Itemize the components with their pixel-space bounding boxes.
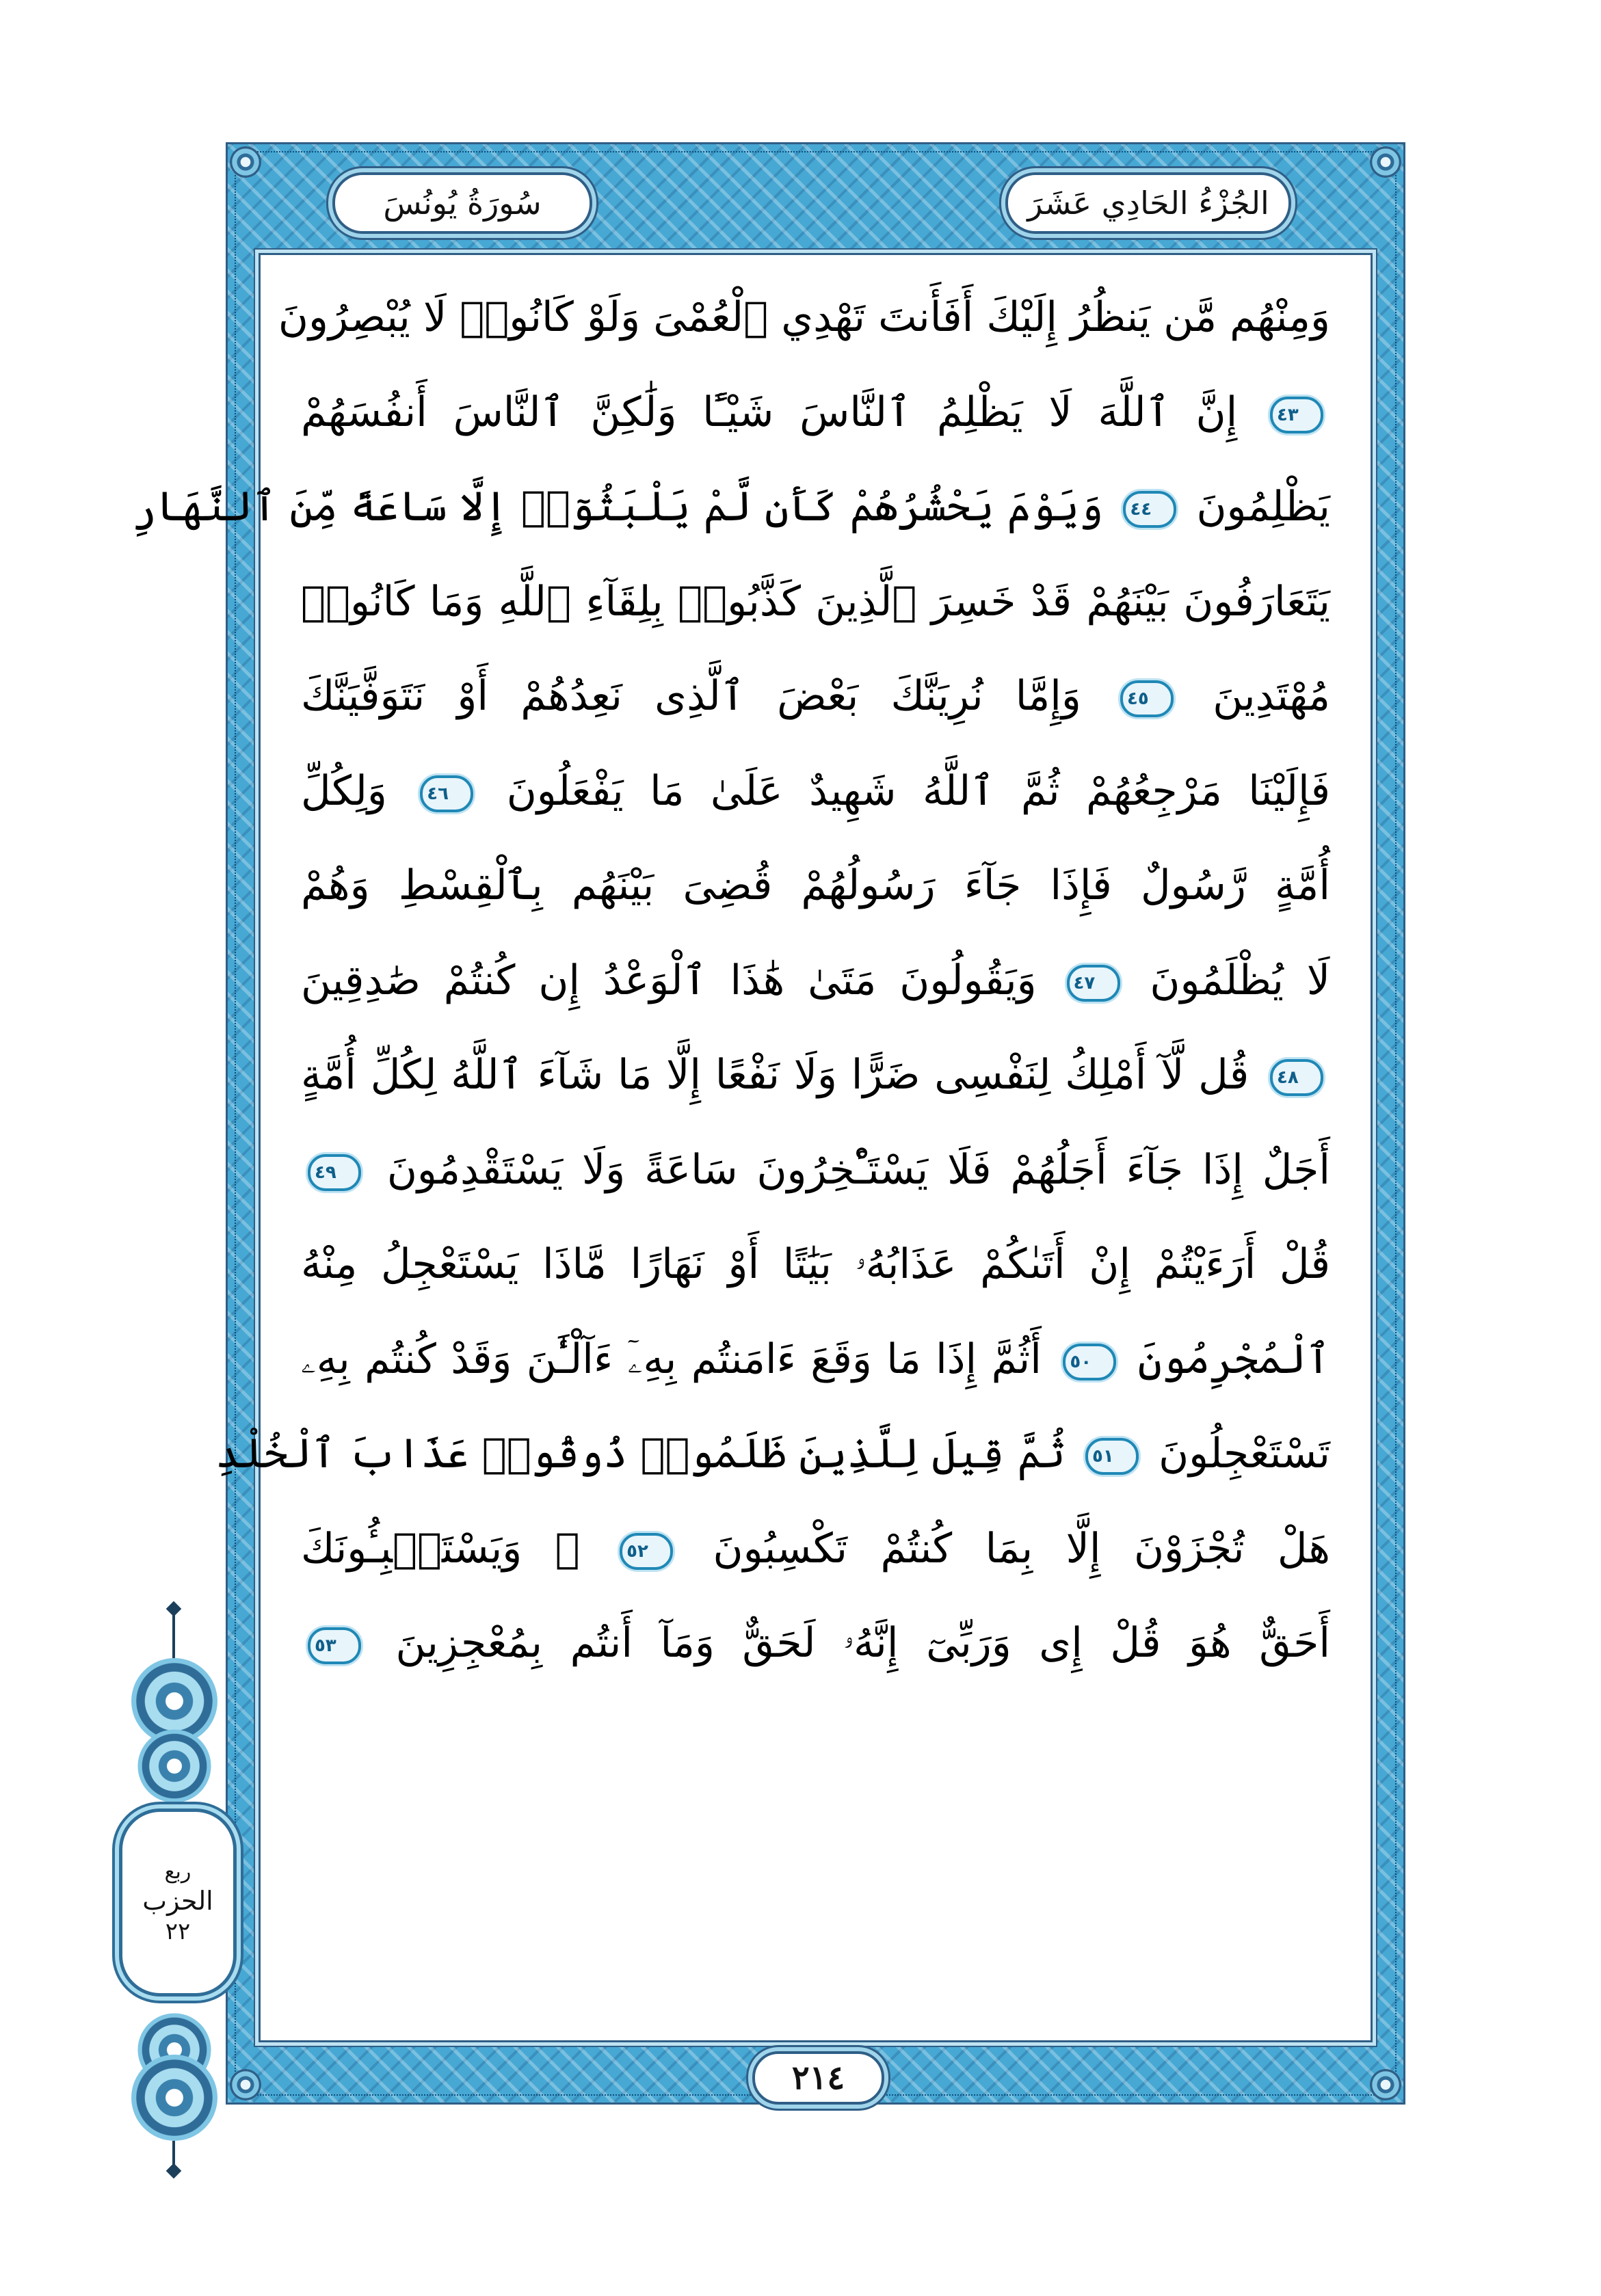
juz-name-header — [1005, 172, 1291, 234]
ayah-number-marker: ٤٨ — [1270, 1059, 1323, 1096]
verse-text-block — [132, 270, 1331, 1691]
verse-text: ٱلْمُجْرِمُونَ — [1137, 1335, 1330, 1383]
verse-text: هَلْ تُجْزَوْنَ إِلَّا بِمَا كُنتُمْ تَكْسِبُونَ — [713, 1524, 1331, 1573]
verse-text: أَثُمَّ إِذَا مَا وَقَعَ ءَامَنتُم بِهِۦٓ ءَآلْـَٰٔنَ وَقَدْ كُنتُم بِهِۦ — [301, 1335, 1042, 1383]
verse-line — [301, 1217, 1330, 1312]
ayah-number-marker: ٤٩ — [308, 1154, 361, 1191]
verse-text: قُل لَّآ أَمْلِكُ لِنَفْسِى ضَرًّا وَلَا نَفْعًا إِلَّا مَا شَآءَ ٱللَّهُ لِكُلِّ أُمَّةٍ — [301, 1051, 1249, 1099]
verse-text: تَسْتَعْجِلُونَ — [1159, 1430, 1330, 1478]
verse-line — [215, 1406, 1330, 1501]
verse-line — [301, 1501, 1330, 1597]
verse-text: وَلِكُلِّ — [301, 766, 387, 815]
rub-label: ربع — [164, 1860, 191, 1884]
verse-line — [301, 555, 1330, 650]
ornament-stem — [172, 1612, 175, 1659]
verse-line — [301, 838, 1330, 933]
verse-text: إِنَّ ٱللَّهَ لَا يَظْلِمُ ٱلنَّاسَ شَيْـًٔا وَلَٰكِنَّ ٱلنَّاسَ أَنفُسَهُمْ — [301, 388, 1238, 436]
ayah-number-marker: ٥١ — [1085, 1438, 1139, 1475]
verse-text: يَظْلِمُونَ — [1196, 483, 1330, 531]
verse-text: أَحَقٌّ هُوَ قُلْ إِى وَرَبِّىٓ إِنَّهُۥ لَحَقٌّ وَمَآ أَنتُم بِمُعْجِزِينَ — [395, 1619, 1330, 1667]
corner-rosette-icon — [230, 2069, 261, 2100]
hizb-label-box — [119, 1808, 237, 1997]
surah-name-header — [332, 172, 592, 234]
verse-text: ۞ وَيَسْتَنۢبِـُٔونَكَ — [301, 1524, 580, 1573]
verse-line — [301, 1596, 1330, 1691]
ayah-number-marker: ٥٢ — [620, 1533, 673, 1570]
diamond-icon — [166, 2163, 182, 2179]
verse-text: يَتَعَارَفُونَ بَيْنَهُمْ قَدْ خَسِرَ ٱلَّذِينَ كَذَّبُوا۟ بِلِقَآءِ ٱللَّهِ وَمَا كَانُوا۟ — [301, 577, 1330, 626]
ayah-number-marker: ٤٦ — [420, 775, 473, 812]
verse-text: مُهْتَدِينَ — [1213, 672, 1330, 720]
hizb-number: ٢٢ — [165, 1918, 191, 1945]
corner-rosette-icon — [1370, 146, 1401, 178]
verse-line — [301, 744, 1330, 839]
page-number: ٢١٤ — [791, 2059, 845, 2097]
corner-rosette-icon — [1370, 2069, 1401, 2100]
ayah-number-marker: ٤٧ — [1067, 965, 1120, 1002]
page-number-badge — [752, 2051, 884, 2105]
verse-text: ثُمَّ قِيلَ لِلَّذِينَ ظَلَمُوا۟ ذُوقُوا۟ عَذَابَ ٱلْخُلْدِ — [215, 1430, 1066, 1478]
verse-text: فَإِلَيْنَا مَرْجِعُهُمْ ثُمَّ ٱللَّهُ شَهِيدٌ عَلَىٰ مَا يَفْعَلُونَ — [506, 766, 1330, 815]
ayah-number-marker: ٥٠ — [1063, 1344, 1116, 1380]
verse-text: أُمَّةٍ رَّسُولٌ فَإِذَا جَآءَ رَسُولُهُمْ قُضِىَ بَيْنَهُم بِٱلْقِسْطِ وَهُمْ — [301, 862, 1330, 909]
verse-line — [301, 649, 1330, 744]
hizb-label: الحزب — [142, 1886, 213, 1916]
verse-text: وَمِنْهُم مَّن يَنظُرُ إِلَيْكَ أَفَأَنتَ تَهْدِي ٱلْعُمْىَ وَلَوْ كَانُوا۟ لَا يُبْصِرُونَ — [278, 293, 1330, 341]
verse-text: قُلْ أَرَءَيْتُمْ إِنْ أَتَىٰكُمْ عَذَابُهُۥ بَيَٰتًا أَوْ نَهَارًا مَّاذَا يَسْتَعْجِلُ مِنْهُ — [301, 1240, 1330, 1288]
hizb-quarter-marker — [116, 1603, 233, 2178]
verse-line — [301, 1312, 1330, 1407]
ayah-number-marker: ٤٤ — [1123, 491, 1176, 528]
ayah-number-marker: ٥٣ — [308, 1627, 361, 1664]
verse-line — [301, 1028, 1330, 1123]
verse-text: لَا يُظْلَمُونَ — [1150, 956, 1330, 1004]
verse-line — [301, 933, 1330, 1028]
medallion-icon — [137, 1729, 211, 1802]
verse-line — [301, 365, 1330, 460]
verse-text: أَجَلٌ إِذَا جَآءَ أَجَلُهُمْ فَلَا يَسْتَـْٔخِرُونَ سَاعَةً وَلَا يَسْتَقْدِمُونَ — [386, 1145, 1330, 1194]
verse-line — [301, 1123, 1330, 1218]
juz-name-label: الجُزْءُ الحَادِي عَشَرَ — [1027, 185, 1269, 222]
verse-text: وَيَقُولُونَ مَتَىٰ هَٰذَا ٱلْوَعْدُ إِن كُنتُمْ صَٰدِقِينَ — [301, 956, 1037, 1004]
ayah-number-marker: ٤٣ — [1270, 397, 1323, 433]
medallion-icon — [131, 2055, 217, 2141]
verse-text: وَإِمَّا نُرِيَنَّكَ بَعْضَ ٱلَّذِى نَعِدُهُمْ أَوْ نَتَوَفَّيَنَّكَ — [301, 672, 1081, 720]
ayah-number-marker: ٤٥ — [1120, 680, 1174, 717]
verse-text: وَيَوْمَ يَحْشُرُهُمْ كَأَن لَّمْ يَلْبَثُوٓا۟ إِلَّا سَاعَةً مِّنَ ٱلنَّهَارِ — [132, 483, 1104, 531]
verse-line — [132, 459, 1330, 555]
verse-line — [278, 270, 1330, 365]
surah-name-label: سُورَةُ يُونُسَ — [383, 185, 542, 222]
corner-rosette-icon — [230, 146, 261, 178]
